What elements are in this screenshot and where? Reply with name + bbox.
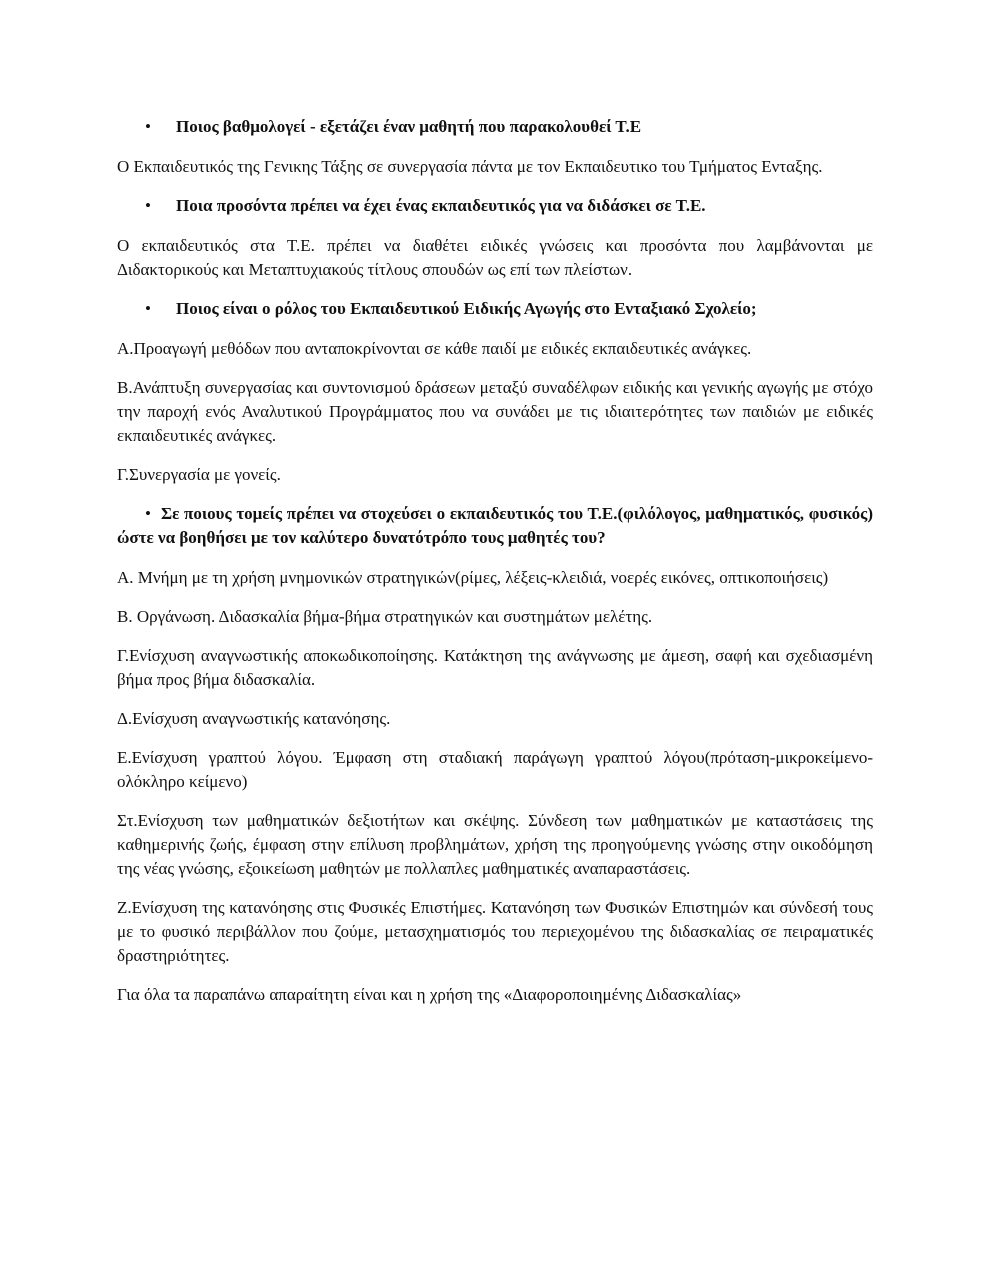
answer-item-d: Δ.Ενίσχυση αναγνωστικής κατανόησης.	[117, 709, 391, 728]
bullet-icon: •	[145, 299, 151, 318]
answer-item-st: Στ.Ενίσχυση των μαθηματικών δεξιοτήτων και σκέψης. Σύνδεση των μαθηματικών με καταστάσεις της καθημερινής ζωής, έμφαση στην επίλυση προβλημάτων, χρήση της προηγούμενης γνώσης στην οικοδόμηση της νέας γνώσης, εξοικείωση μαθητών με πολλαπλες μαθηματικές αναπαραστάσεις.	[117, 811, 873, 878]
question-text: Ποιος είναι ο ρόλος του Εκπαιδευτικού Ειδικής Αγωγής στο Ενταξιακό Σχολείο;	[176, 299, 757, 318]
answer-item-z: Ζ.Ενίσχυση της κατανόησης στις Φυσικές Επιστήμες. Κατανόηση των Φυσικών Επιστημών και σύνδεσή τους με το φυσικό περιβάλλον που ζούμε, μετασχηματισμός του περιεχομένου της διδασκαλίας σε πειραματικές δραστηριότητες.	[117, 898, 873, 965]
question-heading-3	[117, 297, 873, 321]
closing-paragraph: Για όλα τα παραπάνω απαραίτητη είναι και η χρήση της «Διαφοροποιημένης Διδασκαλίας»	[117, 985, 742, 1004]
answer-paragraph: Ο εκπαιδευτικός στα Τ.Ε. πρέπει να διαθέτει ειδικές γνώσεις και προσόντα που λαμβάνονται με Διδακτορικούς και Μεταπτυχιακούς τίτλους σπουδών ως επί των πλείστων.	[117, 236, 873, 279]
bullet-icon: •	[145, 196, 151, 215]
answer-paragraph: Ο Εκπαιδευτικός της Γενικης Τάξης σε συνεργασία πάντα με τον Εκπαιδευτικο του Τμήματος Ενταξης.	[117, 157, 823, 176]
answer-item-a: Α. Μνήμη με τη χρήση μνημονικών στρατηγικών(ρίμες, λέξεις-κλειδιά, νοερές εικόνες, οπτικοποιήσεις)	[117, 568, 829, 587]
answer-item-c: Γ.Ενίσχυση αναγνωστικής αποκωδικοποίησης. Κατάκτηση της ανάγνωσης με άμεση, σαφή και σχεδιασμένη βήμα προς βήμα διδασκαλία.	[117, 646, 873, 689]
answer-item-a: Α.Προαγωγή μεθόδων που ανταποκρίνονται σε κάθε παιδί με ειδικές εκπαιδευτικές ανάγκες.	[117, 339, 752, 358]
bullet-icon: •	[145, 504, 151, 523]
question-text: Ποια προσόντα πρέπει να έχει ένας εκπαιδευτικός για να διδάσκει σε Τ.Ε.	[176, 196, 706, 215]
question-heading-4	[117, 502, 873, 550]
document-page	[117, 115, 873, 1022]
bullet-icon: •	[145, 117, 151, 136]
answer-item-c: Γ.Συνεργασία με γονείς.	[117, 465, 281, 484]
answer-item-b: Β.Ανάπτυξη συνεργασίας και συντονισμού δράσεων μεταξύ συναδέλφων ειδικής και γενικής αγωγής με στόχο την παροχή ενός Αναλυτικού Προγράμματος που να συνάδει με τις ιδιαιτερότητες των παιδιών με ειδικές εκπαιδευτικές ανάγκες.	[117, 378, 873, 445]
question-text: Σε ποιους τομείς πρέπει να στοχεύσει ο εκπαιδευτικός του Τ.Ε.(φιλόλογος, μαθηματικός, φυσικός) ώστε να βοηθήσει με τον καλύτερο δυνατότρόπο τους μαθητές του?	[117, 504, 873, 547]
answer-item-b: Β. Οργάνωση. Διδασκαλία βήμα-βήμα στρατηγικών και συστημάτων μελέτης.	[117, 607, 653, 626]
question-text: Ποιος βαθμολογεί - εξετάζει έναν μαθητή που παρακολουθεί Τ.Ε	[176, 117, 642, 136]
question-heading-1	[117, 115, 873, 139]
question-heading-2	[117, 194, 873, 218]
answer-item-e: Ε.Ενίσχυση γραπτού λόγου. Έμφαση στη σταδιακή παράγωγη γραπτού λόγου(πρόταση-μικροκείμενο-ολόκληρο κείμενο)	[117, 748, 873, 791]
